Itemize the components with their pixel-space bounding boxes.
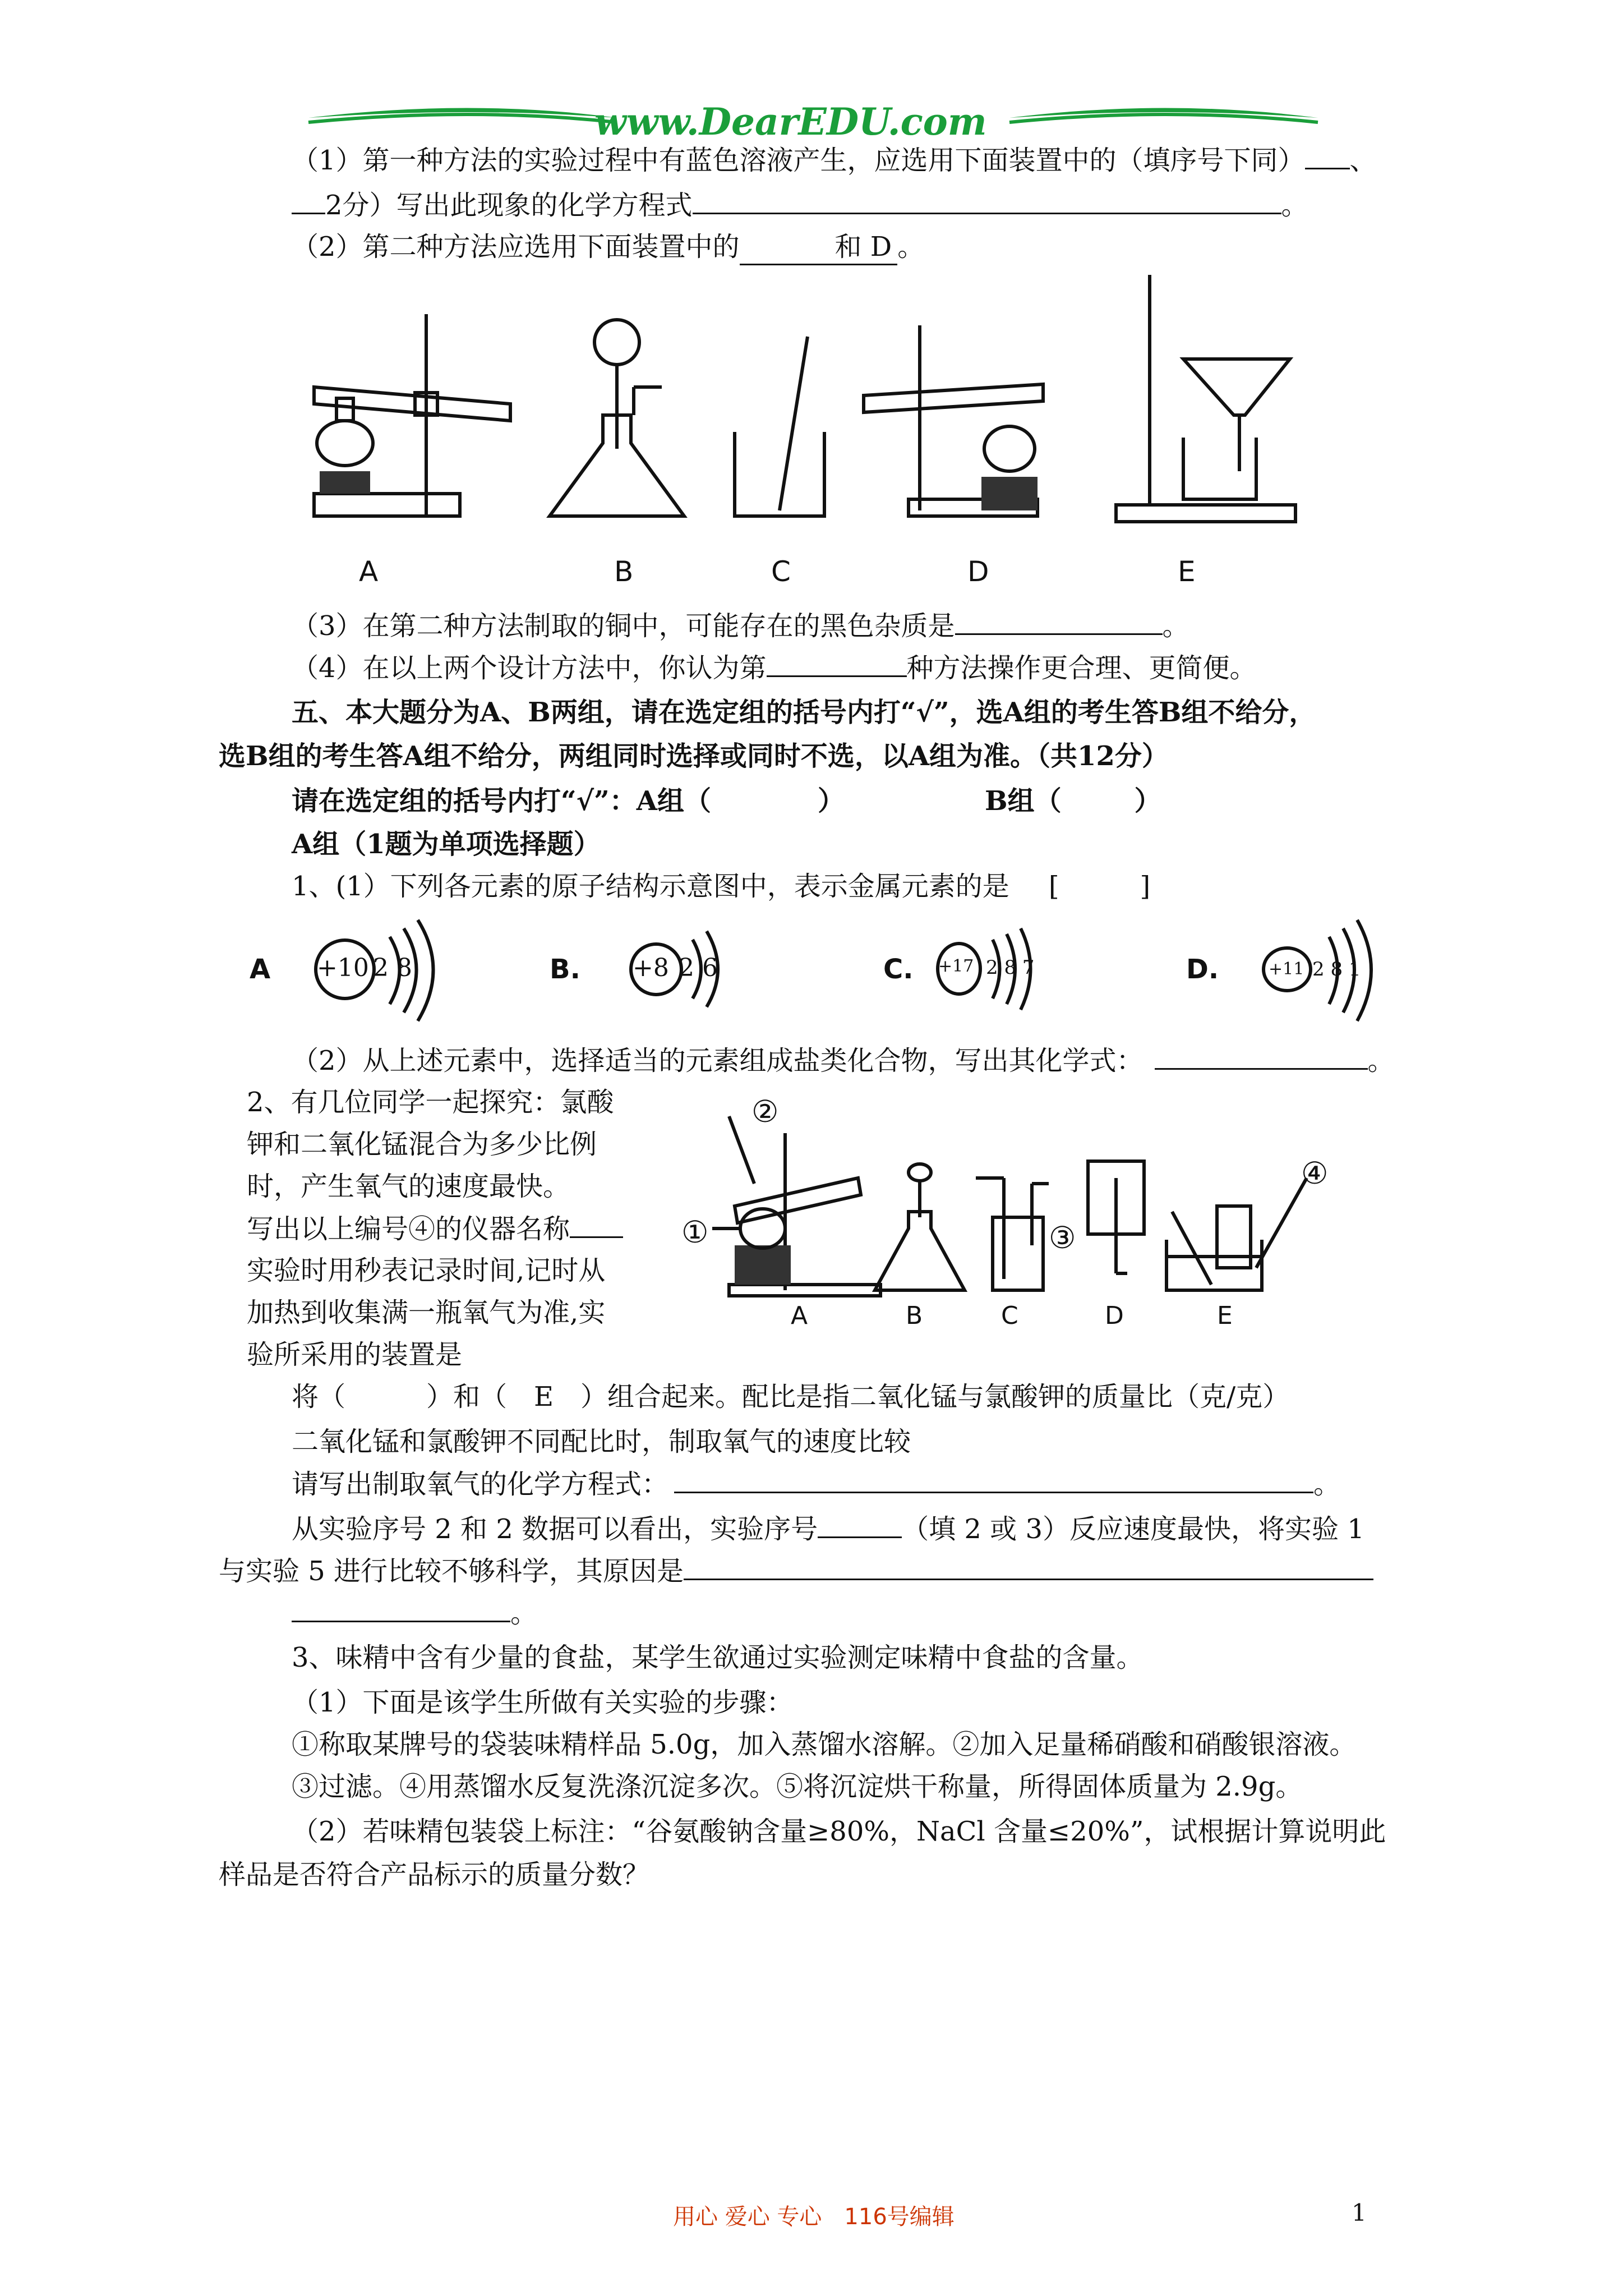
atom-a-nucleus: +10 bbox=[317, 954, 369, 982]
a1-question: 1、(1）下列各元素的原子结构示意图中，表示金属元素的是 [ ] bbox=[292, 871, 1151, 902]
apparatus2-label-a: A bbox=[791, 1301, 808, 1330]
a3-title: 3、味精中含有少量的食盐，某学生欲通过实验测定味精中食盐的含量。 bbox=[292, 1642, 1144, 1673]
header-logo-text: www.DearEDU.com bbox=[594, 100, 987, 144]
apparatus-b-flask bbox=[550, 320, 684, 516]
a2-col-line-2: 钾和二氧化锰混合为多少比例 bbox=[247, 1129, 597, 1160]
apparatus-figure-1 bbox=[303, 269, 1312, 561]
apparatus1-label-b: B bbox=[614, 555, 634, 588]
a1-2-question: （2）从上述元素中，选择适当的元素组成盐类化合物，写出其化学式： 。 bbox=[292, 1043, 1395, 1078]
apparatus-e-filtration bbox=[1116, 275, 1295, 522]
apparatus-d-tube-heating bbox=[864, 325, 1043, 516]
a2-col-line-1: 2、有几位同学一起探究：氯酸 bbox=[247, 1087, 614, 1118]
apparatus2-d-inverted-bottle bbox=[1088, 1161, 1144, 1273]
page-number: 1 bbox=[1352, 2199, 1367, 2226]
a2-data-line: 从实验序号 2 和 2 数据可以看出，实验序号 （填 2 或 3）反应速度最快，将实验 1 bbox=[292, 1512, 1364, 1546]
apparatus1-label-c: C bbox=[771, 555, 791, 588]
atom-b-shells: 2 6 bbox=[679, 954, 718, 982]
atom-option-a-letter: A bbox=[250, 954, 271, 985]
q2-line: （2）第二种方法应选用下面装置中的 和 D 。 bbox=[292, 230, 924, 265]
a2-col-line-3: 时，产生氧气的速度最快。 bbox=[247, 1171, 570, 1202]
atom-d-shells: 2 8 1 bbox=[1312, 958, 1361, 981]
a2-col-line-4: 写出以上编号④的仪器名称 bbox=[247, 1212, 623, 1246]
a3-part1: （1）下面是该学生所做有关实验的步骤： bbox=[292, 1687, 794, 1718]
footer-credit: 用心 爱心 专心 116号编辑 bbox=[673, 2204, 955, 2230]
atom-option-b-letter: B. bbox=[550, 954, 580, 985]
apparatus2-number-4: ④ bbox=[1301, 1156, 1329, 1191]
atom-option-c-letter: C. bbox=[883, 954, 914, 985]
apparatus2-b-flask bbox=[875, 1164, 965, 1290]
a2-reason-line: 与实验 5 进行比较不够科学，其原因是 bbox=[219, 1554, 1373, 1588]
a2-reason-line-2: 。 bbox=[292, 1596, 537, 1630]
q3-line: （3）在第二种方法制取的铜中，可能存在的黑色杂质是 。 bbox=[292, 609, 1189, 643]
q1-line1: （1）第一种方法的实验过程中有蓝色溶液产生，应选用下面装置中的（填序号下同） 、 bbox=[292, 143, 1377, 177]
apparatus2-label-c: C bbox=[1001, 1301, 1018, 1330]
atom-c-nucleus: +17 bbox=[938, 956, 974, 976]
apparatus2-label-b: B bbox=[906, 1301, 923, 1330]
section5-line3: 请在选定组的括号内打“√”：A组（ ） B组（ ） bbox=[292, 785, 1161, 817]
apparatus-c-beaker bbox=[735, 337, 824, 516]
apparatus-a-tube-heating bbox=[314, 314, 510, 516]
a2-combine-line: 将（ ）和（ E ）组合起来。配比是指二氧化锰与氯酸钾的质量比（克/克） bbox=[292, 1381, 1290, 1412]
apparatus2-e-water-trough bbox=[1166, 1178, 1307, 1290]
a2-col-line-5: 实验时用秒表记录时间,记时从 bbox=[247, 1255, 606, 1286]
a3-part2-line2: 样品是否符合产品标示的质量分数？ bbox=[219, 1859, 650, 1890]
apparatus2-number-2: ② bbox=[751, 1094, 779, 1129]
a3-part2-line1: （2）若味精包装袋上标注：“谷氨酸钠含量≥80%，NaCl 含量≤20%”，试根据计算说明此 bbox=[292, 1816, 1386, 1847]
a3-steps-line2: ③过滤。④用蒸馏水反复洗涤沉淀多次。⑤将沉淀烘干称量，所得固体质量为 2.9g。 bbox=[292, 1771, 1303, 1802]
apparatus2-number-1: ① bbox=[681, 1214, 709, 1250]
a2-col-line-6: 加热到收集满一瓶氧气为准,实 bbox=[247, 1297, 606, 1328]
apparatus2-c-gas-bottle bbox=[976, 1178, 1049, 1290]
apparatus2-number-3: ③ bbox=[1049, 1220, 1076, 1255]
section5-line2: 选B组的考生答A组不给分，两组同时选择或同时不选，以A组为准。（共12分） bbox=[219, 740, 1169, 772]
atom-a-shells: 2 8 bbox=[373, 954, 412, 982]
apparatus1-label-d: D bbox=[967, 555, 989, 588]
apparatus1-label-e: E bbox=[1178, 555, 1196, 588]
apparatus2-label-d: D bbox=[1105, 1301, 1124, 1330]
apparatus2-label-e: E bbox=[1217, 1301, 1233, 1330]
section5-line1: 五、本大题分为A、B两组，请在选定组的括号内打“√”，选A组的考生答B组不给分， bbox=[292, 697, 1316, 728]
apparatus1-label-a: A bbox=[359, 555, 379, 588]
q1-line2: 2分）写出此现象的化学方程式 。 bbox=[292, 188, 1308, 222]
a2-compare-line: 二氧化锰和氯酸钾不同配比时，制取氧气的速度比较 bbox=[292, 1426, 911, 1457]
atom-option-d-letter: D. bbox=[1186, 954, 1219, 985]
atom-d-nucleus: +11 bbox=[1269, 959, 1304, 979]
group-a-title: A组（1题为单项选择题） bbox=[292, 829, 601, 860]
apparatus-figure-2 bbox=[679, 1099, 1352, 1324]
q4-line: （4）在以上两个设计方法中，你认为第 种方法操作更合理、更简便。 bbox=[292, 651, 1257, 685]
atom-b-nucleus: +8 bbox=[633, 954, 669, 982]
a2-equation-line: 请写出制取氧气的化学方程式： 。 bbox=[292, 1467, 1340, 1501]
a3-steps-line1: ①称取某牌号的袋装味精样品 5.0g，加入蒸馏水溶解。②加入足量稀硝酸和硝酸银溶液。 bbox=[292, 1729, 1357, 1760]
atom-c-shells: 2 8 7 bbox=[986, 956, 1035, 979]
apparatus2-a-tube-heating bbox=[712, 1116, 880, 1296]
a2-col-line-7: 验所采用的装置是 bbox=[247, 1339, 463, 1370]
